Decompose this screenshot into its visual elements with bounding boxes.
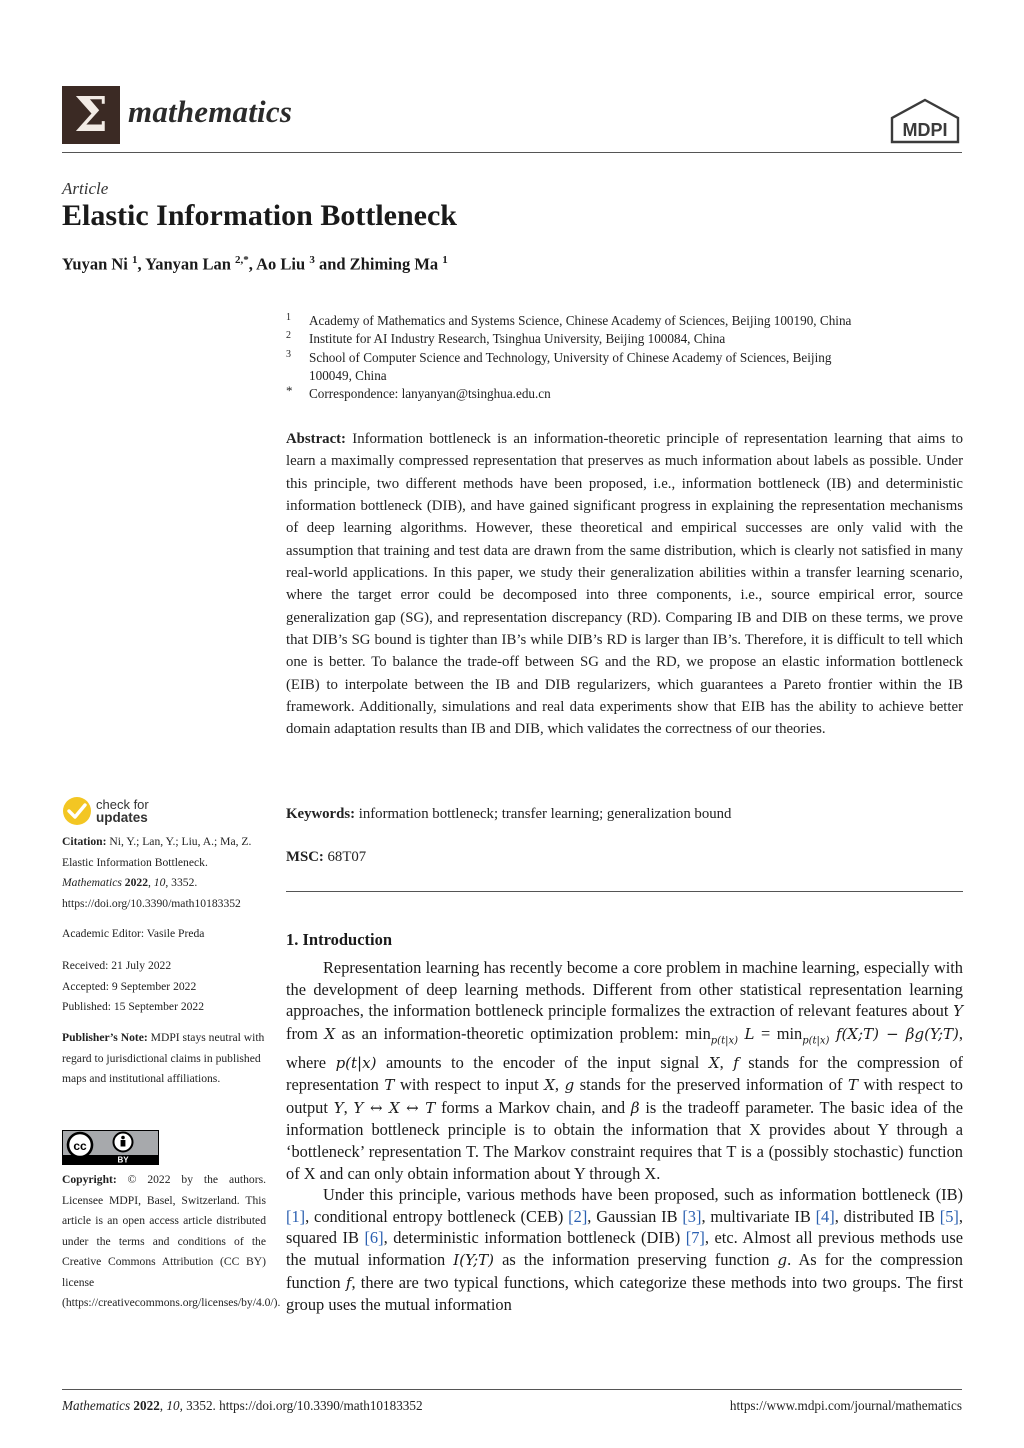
footer-year: 2022 xyxy=(133,1398,160,1413)
text-run: as the information preserving function xyxy=(494,1250,778,1269)
text-run: forms a Markov chain, and xyxy=(435,1097,631,1117)
crossmark-line2: updates xyxy=(96,810,148,825)
reference-link[interactable]: [6] xyxy=(364,1228,384,1248)
text-run: , distributed IB xyxy=(834,1206,940,1226)
affiliations xyxy=(286,312,966,403)
text-run: Under this principle, various methods have been proposed, such as information bottleneck (IB) xyxy=(323,1185,963,1205)
check-for-updates-text xyxy=(96,798,149,824)
reference-link[interactable]: [7] xyxy=(685,1228,705,1248)
received-date: Received: 21 July 2022 xyxy=(62,959,172,972)
footer-citation: Mathematics 2022, 10, 3352. https://doi.org/10.3390/math10183352 xyxy=(62,1398,423,1413)
published-date: Published: 15 September 2022 xyxy=(62,1000,205,1013)
text-run: Representation learning has recently become a core problem in machine learning, especially with the development of deep learning methods. Different from other statistical representation learning approaches, the information bottleneck principle formalizes the extraction of relevant features about xyxy=(286,958,963,1021)
reference-link[interactable]: [4] xyxy=(815,1206,835,1226)
abstract-label: Abstract: xyxy=(286,431,346,447)
accepted-date: Accepted: 9 September 2022 xyxy=(62,979,197,993)
text-run: , conditional entropy bottleneck (CEB) xyxy=(305,1206,569,1226)
text-run: , etc. Almost all previous methods use the mutual information xyxy=(286,1228,964,1269)
cc-by-license-badge[interactable] xyxy=(62,1130,159,1165)
author-name[interactable]: Zhiming Ma xyxy=(349,254,439,274)
text-run: , multivariate IB xyxy=(701,1206,816,1226)
affiliation-number: * xyxy=(286,383,293,399)
math-expression: f(X;T) − βg(Y;T) xyxy=(835,1024,959,1043)
affiliation-text: School of Computer Science and Technology, University of Chinese Academy of Sciences, Beijing 100049, China xyxy=(309,349,832,383)
footer-divider xyxy=(62,1389,962,1390)
author-sep: and xyxy=(314,254,350,274)
text-run: , xyxy=(554,1075,565,1095)
text-run: stands for the preserved information of xyxy=(574,1075,848,1095)
text-run: , where xyxy=(286,1023,964,1072)
author-affil-sup: 3 xyxy=(309,254,315,266)
math-var: f xyxy=(733,1053,739,1072)
text-run: with respect to output xyxy=(286,1075,964,1117)
math-var: Y xyxy=(333,1098,344,1117)
math-var: β xyxy=(630,1098,640,1117)
text-run: , xyxy=(343,1097,354,1117)
text-run: , there are two typical functions, which categorize these methods into two groups. The first group uses the mutual information xyxy=(286,1272,963,1315)
math-var: X xyxy=(544,1076,555,1095)
author-affil-sup: 2,* xyxy=(235,254,249,266)
check-for-updates-icon xyxy=(62,796,92,826)
pubnote-text: MDPI stays neutral with regard to jurisdictional claims in published maps and institutional affiliations. xyxy=(62,1031,265,1085)
text-run: from xyxy=(286,1023,325,1043)
cc-by-text: BY xyxy=(117,1155,129,1164)
citation-block: Citation: Ni, Y.; Lan, Y.; Liu, A.; Ma, Z. Elastic Information Bottleneck. Mathematics 2022, 10, 3352. https://doi.org/10.3390/math10183352 xyxy=(62,835,252,910)
keywords xyxy=(286,806,963,823)
author-name[interactable]: Yanyan Lan xyxy=(145,254,231,274)
copyright-block xyxy=(62,1170,281,1314)
math-var: L xyxy=(744,1024,755,1043)
footer-journal-url[interactable]: https://www.mdpi.com/journal/mathematics xyxy=(729,1398,962,1413)
correspondence-email[interactable]: Correspondence: lanyanyan@tsinghua.edu.cn xyxy=(309,386,551,402)
keywords-label: Keywords: xyxy=(286,806,356,822)
journal-logo xyxy=(62,86,120,144)
introduction-body xyxy=(286,957,963,1316)
math-var: T xyxy=(384,1076,395,1095)
text-run: amounts to the encoder of the input signal xyxy=(376,1052,709,1072)
math-var: f xyxy=(345,1273,352,1292)
mdpi-logo-text: MDPI xyxy=(902,120,948,140)
abstract xyxy=(286,428,963,741)
copyright-text: © 2022 by the authors. Licensee MDPI, Basel, Switzerland. This article is an open access article distributed under the terms and conditions of the Creative Commons Attribution (CC BY) license (https://creativecommons.org/licenses/by/4.0/). xyxy=(62,1173,281,1309)
author-sep: , xyxy=(248,254,257,274)
math-var: X xyxy=(324,1024,336,1043)
math-expression: Y ↔ X ↔ T xyxy=(353,1098,436,1117)
footer-doi-link[interactable]: , 3352. https://doi.org/10.3390/math10183352 xyxy=(179,1398,423,1413)
academic-editor: Academic Editor: Vasile Preda xyxy=(62,927,205,940)
paragraph xyxy=(286,1184,963,1316)
abstract-text: Information bottleneck is an information-theoretic principle of representation learning that aims to learn a maximally compressed representation that preserves as much information about labels as possible. Under this principle, two different methods have been proposed, i.e., information bottleneck (IB) and deterministic information bottleneck (DIB), and have gained significant progress in explaining the representation mechanisms of deep learning algorithms. However, these theoretical and empirical successes are only valid with the assumption that training and test data are drawn from the same distribution, which is clearly not satisfied in many real-world applications. In this paper, we study their generalization abilities within a transfer learning scenario, where the target error could be decomposed into three components, i.e., source empirical error, source generalization gap (SG), and representation discrepancy (RD). Comparing IB and DIB on these terms, we prove that DIB’s SG bound is tighter than IB’s while DIB’s RD is larger than IB’s. Therefore, it is difficult to tell which one is better. To balance the trade-off between SG and the RD, we propose an elastic information bottleneck (EIB) to interpolate between the IB and DIB regularizers, which guarantees a Pareto frontier within the IB framework. Additionally, simulations and real data experiments show that EIB has the ability to achieve better domain adaptation results than IB and DIB, which validates the correctness of our theories. xyxy=(286,431,964,738)
math-expression: I(Y;T) xyxy=(453,1251,495,1269)
msc-code xyxy=(286,849,366,866)
author-affil-sup: 1 xyxy=(132,254,138,266)
citation-volume: 10 xyxy=(153,876,166,889)
svg-text:cc: cc xyxy=(73,1139,87,1153)
citation-journal: Mathematics xyxy=(62,876,122,889)
math-var: Y xyxy=(953,1002,963,1021)
affiliation-number: 2 xyxy=(286,330,291,342)
text-run: , Gaussian IB xyxy=(587,1206,683,1226)
affiliation-number: 1 xyxy=(286,312,291,323)
cc-by-icon xyxy=(63,1131,158,1164)
author-name[interactable]: Yuyan Ni xyxy=(62,254,128,274)
citation-year: 2022 xyxy=(124,876,148,889)
footer-journal: Mathematics xyxy=(62,1398,131,1413)
citation-doi-link[interactable]: , 3352. https://doi.org/10.3390/math10183352 xyxy=(62,876,241,910)
publishers-note xyxy=(62,1028,266,1090)
section-heading: 1. Introduction xyxy=(286,930,393,949)
text-run: = min xyxy=(754,1023,803,1043)
affiliation-item xyxy=(286,312,966,330)
journal-name: mathematics xyxy=(128,94,293,129)
math-var: g xyxy=(777,1251,788,1269)
text-run: , xyxy=(719,1052,734,1072)
reference-link[interactable]: [3] xyxy=(682,1206,702,1226)
author-name[interactable]: Ao Liu xyxy=(256,254,306,274)
citation-text: Ni, Y.; Lan, Y.; Liu, A.; Ma, Z. Elastic Information Bottleneck. xyxy=(62,835,252,869)
article-title: Elastic Information Bottleneck xyxy=(62,199,457,232)
reference-link[interactable]: [5] xyxy=(939,1206,959,1226)
keywords-text: information bottleneck; transfer learning; generalization bound xyxy=(358,806,732,822)
affiliation-item xyxy=(286,385,966,403)
affiliation-item xyxy=(286,349,966,386)
text-run: stands for the compression of representation xyxy=(286,1052,963,1095)
reference-link[interactable]: [2] xyxy=(568,1206,588,1226)
copyright-label: Copyright: xyxy=(62,1173,117,1186)
header-divider xyxy=(62,152,962,153)
affiliation-text: Institute for AI Industry Research, Tsinghua University, Beijing 100084, China xyxy=(309,331,726,347)
msc-text: 68T07 xyxy=(327,849,367,865)
citation-label: Citation: xyxy=(62,835,107,848)
text-run: as an information-theoretic optimization problem: min xyxy=(335,1023,711,1043)
author-affil-sup: 1 xyxy=(442,254,448,266)
footer-volume: 10 xyxy=(166,1398,180,1413)
sigma-logo-icon: Σ xyxy=(74,87,108,143)
affiliation-number: 3 xyxy=(286,348,291,360)
article-type: Article xyxy=(62,179,109,198)
math-sub: p(t|x) xyxy=(710,1035,739,1047)
dates-block xyxy=(62,956,266,1018)
check-for-updates-button[interactable] xyxy=(62,796,149,826)
math-sub: p(t|x) xyxy=(802,1035,830,1047)
text-run: , deterministic information bottleneck (DIB) xyxy=(383,1228,686,1248)
author-list xyxy=(62,254,448,275)
author-sep: , xyxy=(137,254,146,274)
math-var: T xyxy=(848,1076,859,1095)
affiliation-item xyxy=(286,330,966,348)
math-var: g xyxy=(564,1076,575,1095)
math-expression: p(t|x) xyxy=(335,1053,377,1072)
affiliation-text: Academy of Mathematics and Systems Science, Chinese Academy of Sciences, Beijing 100190, China xyxy=(309,313,852,328)
reference-link[interactable]: [1] xyxy=(286,1206,306,1226)
mdpi-logo[interactable] xyxy=(886,97,964,150)
msc-label: MSC: xyxy=(286,849,324,865)
pubnote-label: Publisher’s Note: xyxy=(62,1031,148,1044)
crossmark-line1: check for xyxy=(96,797,149,812)
text-run: with respect to input xyxy=(394,1075,545,1095)
section-divider xyxy=(286,891,963,892)
paragraph xyxy=(286,957,963,1184)
text-run: , squared IB xyxy=(286,1206,963,1248)
math-var: X xyxy=(708,1053,720,1072)
text-run: . As for the compression function xyxy=(286,1250,963,1292)
mdpi-logo-icon xyxy=(886,97,964,145)
text-run: is the tradeoff parameter. The basic idea of the information bottleneck principle is to obtain the information that X provides about Y through a ‘bottleneck’ representation T. The Markov constraint requires that T is a (possibly stochastic) function of X and can only obtain information about Y through X. xyxy=(286,1097,963,1183)
